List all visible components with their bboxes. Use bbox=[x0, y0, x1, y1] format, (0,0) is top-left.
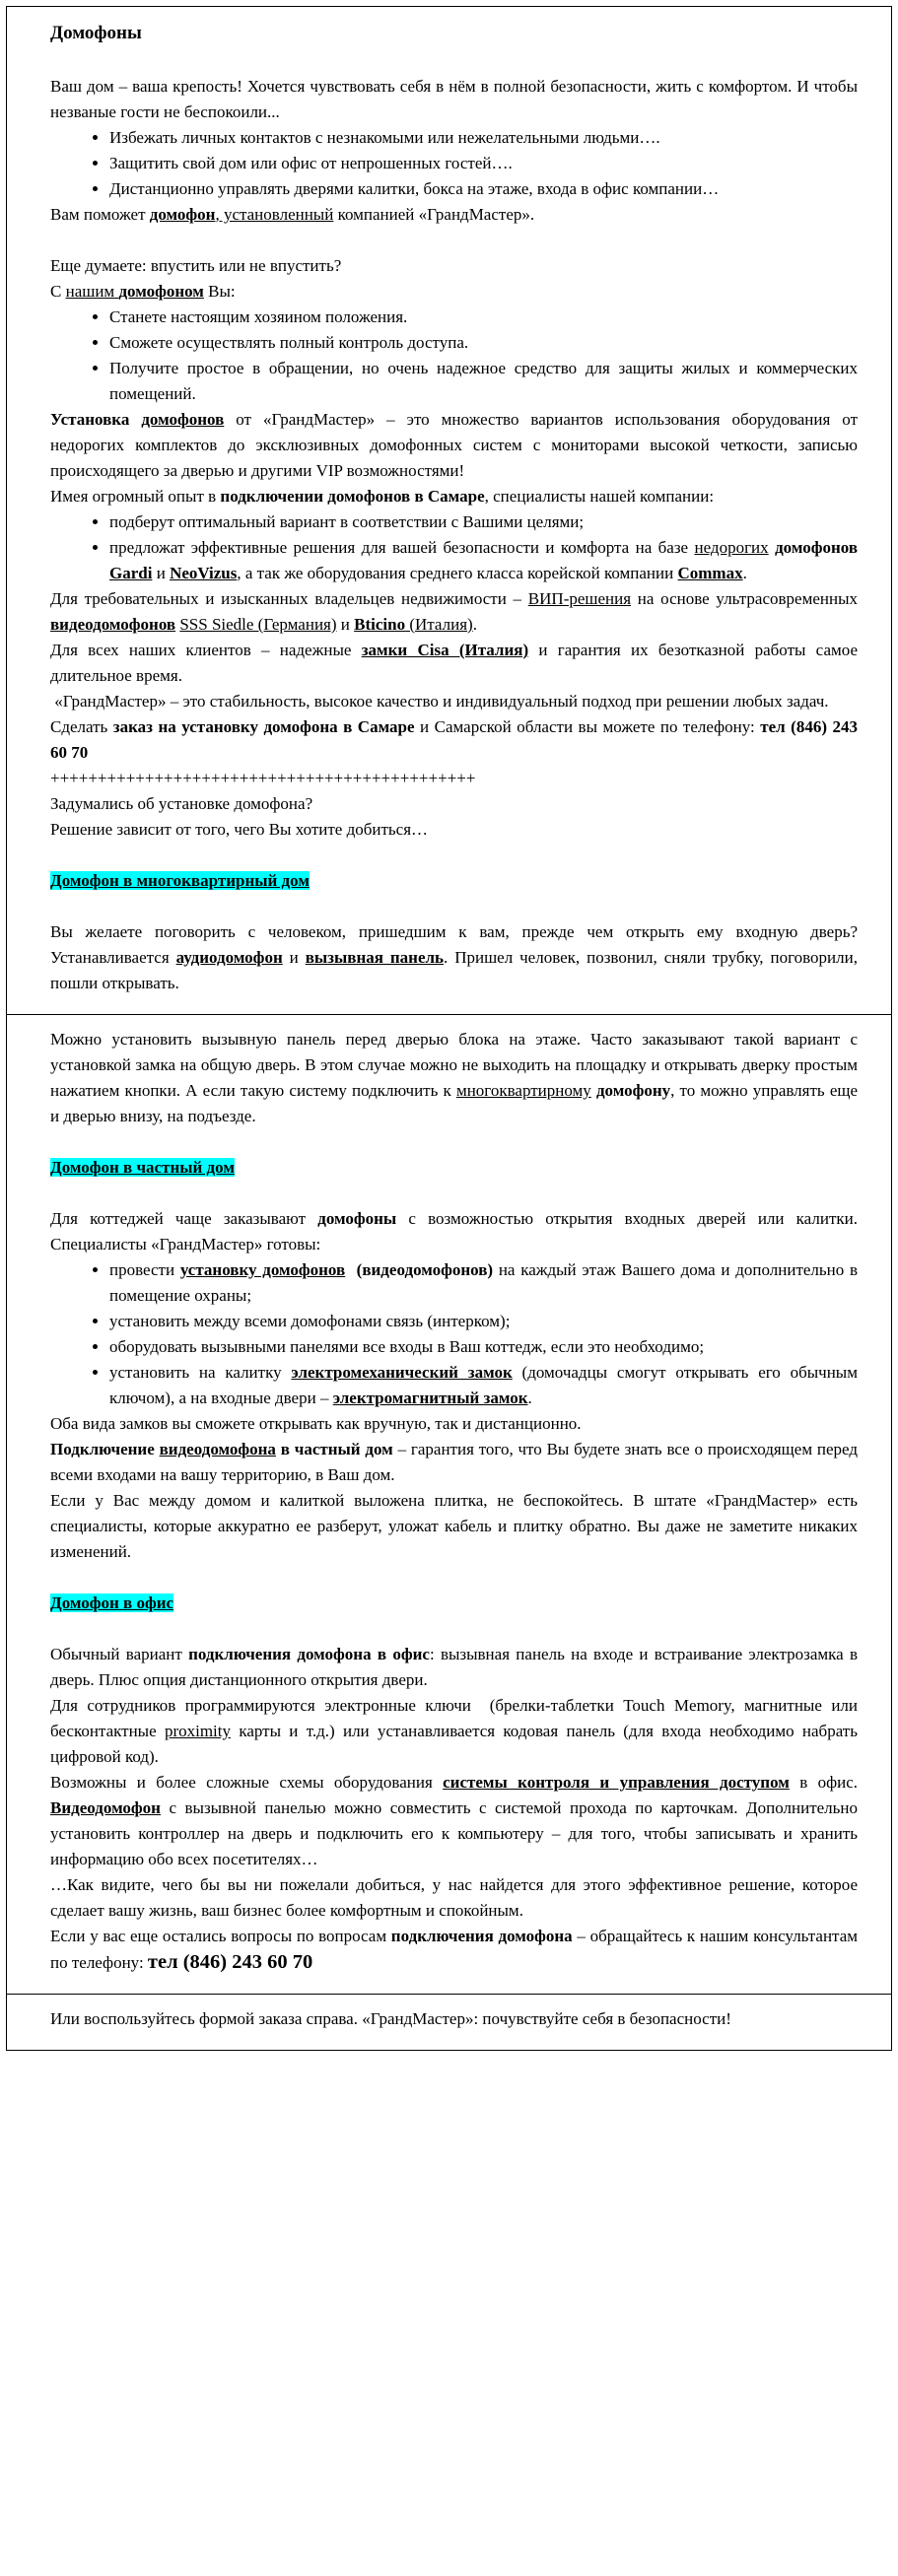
paragraph bbox=[50, 638, 858, 689]
paragraph bbox=[50, 791, 858, 817]
plus-divider bbox=[50, 766, 858, 791]
text-run: от «ГрандМастер» – это множество вариантов использования оборудования от недорогих комплектов до эксклюзивных домофонных систем с мониторами высокой четкости, записью происходящего за дверью и другими VIP возможностями! bbox=[50, 410, 858, 480]
bullet-item bbox=[109, 356, 858, 407]
section-top bbox=[7, 7, 891, 1014]
text-run: Сделать bbox=[50, 717, 113, 736]
text-run: и Самарской области вы можете по телефону: bbox=[414, 717, 761, 736]
paragraph bbox=[50, 1437, 858, 1488]
bullet-item bbox=[109, 535, 858, 586]
paragraph bbox=[50, 586, 858, 638]
text-run: Вы желаете поговорить с человеком, пришедшим к вам, прежде чем открыть ему входную дверь? Устанавливается bbox=[50, 922, 858, 967]
paragraph bbox=[50, 253, 858, 279]
bullet-item bbox=[109, 1334, 858, 1360]
paragraph bbox=[50, 74, 858, 125]
paragraph bbox=[50, 1488, 858, 1565]
text-run: тел (846) 243 60 70 bbox=[147, 1951, 313, 1973]
text-run: с вызывной панелью можно совместить с системой прохода по карточкам. Дополнительно установить контроллер на дверь и подключить его к компьютеру – для того, чтобы записывать и хранить информацию обо всех посетителях… bbox=[50, 1798, 858, 1868]
text-run: Решение зависит от того, чего Вы хотите добиться… bbox=[50, 820, 429, 839]
text-run: , специалисты нашей компании: bbox=[484, 487, 715, 506]
paragraph bbox=[50, 484, 858, 509]
text-run: Если у вас еще остались вопросы по вопросам bbox=[50, 1927, 391, 1945]
inline-link[interactable]: электромеханический замок bbox=[291, 1363, 513, 1382]
bullet-item bbox=[109, 1309, 858, 1334]
text-run: Станете настоящим хозяином положения. bbox=[109, 307, 408, 326]
text-run: , а так же оборудования среднего класса корейской компании bbox=[237, 564, 678, 582]
inline-link[interactable]: недорогих bbox=[694, 538, 769, 557]
inline-link[interactable]: домофон bbox=[149, 205, 216, 224]
text-run: в офис. bbox=[789, 1773, 859, 1792]
blank-line bbox=[50, 228, 858, 253]
page-title: Домофоны bbox=[50, 23, 142, 43]
section-heading-link[interactable]: Домофон в частный дом bbox=[50, 1158, 235, 1177]
inline-link[interactable]: Bticino bbox=[354, 615, 406, 634]
text-run: Получите простое в обращении, но очень надежное средство для защиты жилых и коммерческих помещений. bbox=[109, 359, 858, 403]
text-run: и гарантия их безотказной работы самое длительное время. bbox=[50, 641, 858, 685]
text-run: Сможете осуществлять полный контроль доступа. bbox=[109, 333, 469, 352]
text-run: и bbox=[152, 564, 171, 582]
bullet-item bbox=[109, 1257, 858, 1309]
text-run: , то можно управлять еще и дверью внизу, на подъезде. bbox=[50, 1081, 859, 1125]
inline-link[interactable]: электромагнитный замок bbox=[332, 1389, 528, 1407]
text-run: С bbox=[50, 282, 66, 301]
text-run: компанией «ГрандМастер». bbox=[333, 205, 535, 224]
blank-line bbox=[50, 843, 858, 868]
paragraph bbox=[50, 1924, 858, 1976]
text-run: подберут оптимальный вариант в соответствии с Вашими целями; bbox=[109, 512, 585, 531]
text-run: и bbox=[336, 615, 355, 634]
inline-link[interactable]: многоквартирному bbox=[455, 1081, 591, 1100]
section-bottom bbox=[7, 1994, 891, 2050]
bullet-list bbox=[50, 305, 858, 407]
bullet-item bbox=[109, 151, 858, 176]
text-run: – обращайтесь к нашим консультантам по телефону: bbox=[50, 1927, 858, 1972]
text-run: Оба вида замков вы сможете открывать как вручную, так и дистанционно. bbox=[50, 1414, 582, 1433]
blank-line bbox=[50, 48, 858, 74]
text-run: Ваш дом – ваша крепость! Хочется чувствовать себя в нём в полной безопасности, жить с комфортом. И чтобы незваные гости не беспокоили... bbox=[50, 77, 858, 121]
paragraph bbox=[50, 1411, 858, 1437]
text-run: на каждый этаж Вашего дома и дополнительно в помещение охраны; bbox=[109, 1260, 859, 1305]
inline-link[interactable]: Gardi bbox=[109, 564, 153, 582]
bullet-list bbox=[50, 125, 858, 202]
inline-link[interactable]: Commax bbox=[677, 564, 743, 582]
text-run: установить на калитку bbox=[109, 1363, 292, 1382]
inline-link[interactable]: видеодомофонов bbox=[50, 615, 176, 634]
inline-link[interactable]: вызывная панель bbox=[305, 948, 445, 967]
text-run: – гарантия того, что Вы будете знать все о происходящем перед всеми входами на вашу территорию, в Ваш дом. bbox=[50, 1440, 858, 1484]
inline-link[interactable]: proximity bbox=[164, 1722, 232, 1740]
inline-link[interactable]: домофонов bbox=[141, 410, 225, 429]
text-run: провести bbox=[109, 1260, 180, 1279]
paragraph bbox=[50, 1693, 858, 1770]
text-run: домофонов bbox=[775, 538, 859, 557]
bullet-item bbox=[109, 1360, 858, 1411]
section-heading bbox=[50, 868, 858, 894]
paragraph bbox=[50, 2006, 858, 2032]
text-run: Для коттеджей чаще заказывают bbox=[50, 1209, 318, 1228]
text-run: Подключение bbox=[50, 1440, 160, 1458]
inline-link[interactable]: нашим bbox=[65, 282, 119, 301]
inline-link[interactable]: NeoVizus bbox=[170, 564, 238, 582]
text-run: Дистанционно управлять дверями калитки, бокса на этаже, входа в офис компании… bbox=[109, 179, 720, 198]
text-run: Обычный вариант bbox=[50, 1645, 189, 1663]
text-run: Для всех наших клиентов – надежные bbox=[50, 641, 362, 659]
paragraph bbox=[50, 279, 858, 305]
text-run: +++++++++++++++++++++++++++++++++++++++++++++ bbox=[50, 769, 476, 787]
paragraph bbox=[50, 1872, 858, 1924]
inline-link[interactable]: домофоном bbox=[118, 282, 204, 301]
text-run: подключения домофона в офис bbox=[188, 1645, 430, 1663]
text-run: подключении домофонов в Самаре bbox=[220, 487, 485, 506]
bullet-item bbox=[109, 509, 858, 535]
blank-line bbox=[50, 1181, 858, 1206]
paragraph bbox=[50, 919, 858, 996]
text-run: : вызывная панель на входе и встраивание электрозамка в дверь. Плюс опция дистанционного открытия двери. bbox=[50, 1645, 858, 1689]
section-heading bbox=[50, 1591, 858, 1616]
text-run: предложат эффективные решения для вашей безопасности и комфорта на базе bbox=[109, 538, 695, 557]
inline-link[interactable]: аудиодомофон bbox=[175, 948, 283, 967]
text-run: домофону bbox=[595, 1081, 671, 1100]
bullet-list bbox=[50, 509, 858, 586]
text-run: подключения домофона bbox=[390, 1927, 573, 1945]
inline-link[interactable]: ВИП-решения bbox=[527, 589, 632, 608]
text-run: Избежать личных контактов с незнакомыми или нежелательными людьми…. bbox=[109, 128, 660, 147]
paragraph bbox=[50, 1770, 858, 1872]
text-run: . Пришел человек, позвонил, сняли трубку, поговорили, пошли открывать. bbox=[50, 948, 858, 992]
paragraph bbox=[50, 1206, 858, 1257]
paragraph bbox=[50, 817, 858, 843]
blank-line bbox=[50, 1129, 858, 1155]
text-run: с возможностью открытия входных дверей или калитки. Специалисты «ГрандМастер» готовы: bbox=[50, 1209, 858, 1254]
text-run: и bbox=[282, 948, 306, 967]
text-run: тел (846) 243 60 70 bbox=[50, 717, 858, 762]
text-run: Еще думаете: впустить или не впустить? bbox=[50, 256, 342, 275]
text-run: на основе ультрасовременных bbox=[631, 589, 858, 608]
inline-link[interactable]: (Италия) bbox=[405, 615, 473, 634]
text-run: (домочадцы смогут открывать его обычным ключом), а на входные двери – bbox=[109, 1363, 858, 1407]
text-run bbox=[345, 1260, 356, 1279]
blank-line bbox=[50, 1616, 858, 1642]
text-run: Защитить свой дом или офис от непрошенных гостей…. bbox=[109, 154, 513, 172]
paragraph bbox=[50, 689, 858, 714]
inline-link[interactable]: Видеодомофон bbox=[50, 1798, 161, 1817]
text-run: домофоны bbox=[317, 1209, 397, 1228]
text-run: Установка bbox=[50, 410, 142, 429]
section-heading bbox=[50, 1155, 858, 1181]
blank-line bbox=[50, 1565, 858, 1591]
paragraph bbox=[50, 407, 858, 484]
bullet-item bbox=[109, 125, 858, 151]
inline-link[interactable]: видеодомофона bbox=[159, 1440, 276, 1458]
bullet-list bbox=[50, 1257, 858, 1411]
text-run: Для сотрудников программируются электронные ключи (брелки-таблетки Touch Memory, магнитные или бесконтактные bbox=[50, 1696, 858, 1740]
text-run: Вы: bbox=[203, 282, 236, 301]
paragraph bbox=[50, 1642, 858, 1693]
text-run: в частный дом bbox=[275, 1440, 393, 1458]
section-middle bbox=[7, 1014, 891, 1994]
text-run: . bbox=[742, 564, 747, 582]
bullet-item bbox=[109, 176, 858, 202]
document-page bbox=[6, 6, 892, 2051]
text-run: Для требовательных и изысканных владельцев недвижимости – bbox=[50, 589, 528, 608]
text-run: …Как видите, чего бы вы ни пожелали добиться, у нас найдется для этого эффективное решение, которое сделает вашу жизнь, ваш бизнес более комфортным и спокойным. bbox=[50, 1875, 858, 1920]
text-run: Задумались об установке домофона? bbox=[50, 794, 313, 813]
section-heading-link[interactable]: Домофон в многоквартирный дом bbox=[50, 871, 310, 890]
text-run: заказ на установку домофона в Самаре bbox=[112, 717, 415, 736]
text-run: «ГрандМастер» – это стабильность, высокое качество и индивидуальный подход при решении любых задач. bbox=[50, 692, 829, 711]
text-run: установить между всеми домофонами связь (интерком); bbox=[109, 1312, 511, 1330]
text-run: Возможны и более сложные схемы оборудования bbox=[50, 1773, 444, 1792]
paragraph bbox=[50, 202, 858, 228]
bullet-item bbox=[109, 330, 858, 356]
blank-line bbox=[50, 894, 858, 919]
inline-link[interactable]: SSS Siedle (Германия) bbox=[179, 615, 337, 634]
section-heading-link[interactable]: Домофон в офис bbox=[50, 1593, 174, 1612]
text-run: (видеодомофонов) bbox=[356, 1260, 494, 1279]
paragraph bbox=[50, 714, 858, 766]
inline-link[interactable]: , установленный bbox=[215, 205, 334, 224]
inline-link[interactable]: замки Cisa (Италия) bbox=[361, 641, 529, 659]
inline-link[interactable]: системы контроля и управления доступом bbox=[443, 1773, 790, 1792]
text-run: карты и т.д.) или устанавливается кодовая панель (для входа необходимо набрать цифровой код). bbox=[50, 1722, 858, 1766]
text-run: Можно установить вызывную панель перед дверью блока на этаже. Часто заказывают такой вариант с установкой замка на общую дверь. В этом случае можно не выходить на площадку и открывать дверку простым нажатием кнопки. А если такую систему подключить к bbox=[50, 1030, 858, 1100]
inline-link[interactable]: установку домофонов bbox=[179, 1260, 346, 1279]
text-run: Вам поможет bbox=[50, 205, 150, 224]
text-run: Если у Вас между домом и калиткой выложена плитка, не беспокойтесь. В штате «ГрандМастер» есть специалисты, которые аккуратно ее разберут, уложат кабель и плитку обратно. Вы даже не заметите никаких изменений. bbox=[50, 1491, 858, 1561]
text-run: . bbox=[472, 615, 477, 634]
text-run: Или воспользуйтесь формой заказа справа. «ГрандМастер»: почувствуйте себя в безопасности! bbox=[50, 2009, 731, 2028]
bullet-item bbox=[109, 305, 858, 330]
text-run: оборудовать вызывными панелями все входы в Ваш коттедж, если это необходимо; bbox=[109, 1337, 705, 1356]
paragraph bbox=[50, 1027, 858, 1129]
text-run: Имея огромный опыт в bbox=[50, 487, 221, 506]
text-run: . bbox=[527, 1389, 532, 1407]
